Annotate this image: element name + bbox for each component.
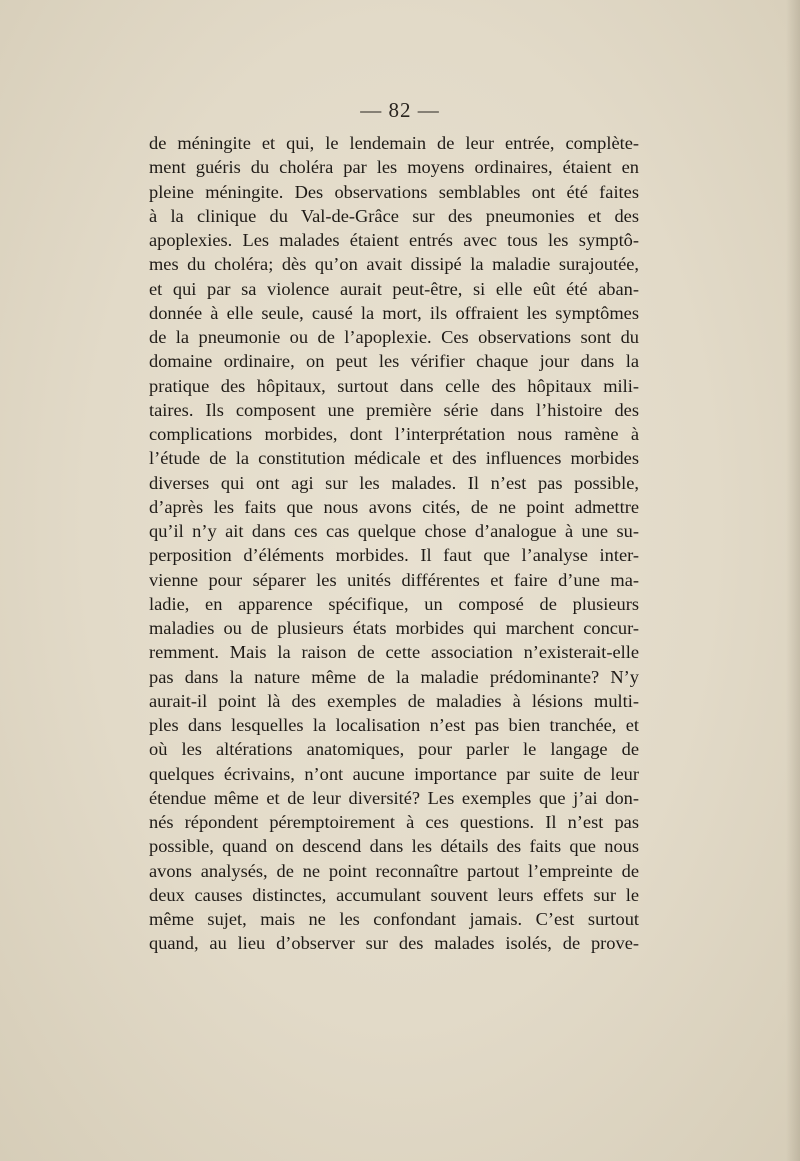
text-line: taires. Ils composent une première série dans l’histoire des — [149, 399, 639, 420]
text-line: ples dans lesquelles la localisation n’est pas bien tranchée, et — [149, 715, 639, 735]
text-line: possible, quand on descend dans les détails des faits que nous — [149, 836, 639, 857]
text-line: nés répondent péremptoirement à ces questions. Il n’est pas — [149, 812, 639, 832]
text-line: avons analysés, de ne point reconnaître partout l’empreinte de — [149, 860, 639, 881]
text-line: de la pneumonie ou de l’apoplexie. Ces observations sont du — [149, 327, 639, 347]
text-line: qu’il n’y ait dans ces cas quelque chose d’analogue à une su- — [149, 521, 639, 541]
text-line: vienne pour séparer les unités différentes et faire d’une ma- — [149, 569, 639, 590]
text-line: pleine méningite. Des observations semblables ont été faites — [149, 181, 639, 202]
page-number: — 82 — — [360, 98, 440, 122]
text-line: quelques écrivains, n’ont aucune importance par suite de leur — [149, 763, 639, 784]
text-line: l’étude de la constitution médicale et des influences morbides — [149, 448, 639, 469]
text-line: deux causes distinctes, accumulant souvent leurs effets sur le — [149, 884, 639, 905]
text-line: aurait-il point là des exemples de maladies à lésions multi- — [149, 690, 639, 711]
text-line: diverses qui ont agi sur les malades. Il n’est pas possible, — [149, 472, 639, 493]
text-line: domaine ordinaire, on peut les vérifier chaque jour dans la — [149, 351, 639, 372]
text-line: pratique des hôpitaux, surtout dans celle des hôpitaux mili- — [149, 375, 639, 396]
text-line: où les altérations anatomiques, pour parler le langage de — [149, 739, 639, 760]
text-line: et qui par sa violence aurait peut-être, si elle eût été aban- — [149, 278, 639, 299]
text-line: complications morbides, dont l’interprétation nous ramène à — [149, 424, 639, 444]
text-line: apoplexies. Les malades étaient entrés avec tous les symptô- — [149, 230, 639, 250]
text-line: perposition d’éléments morbides. Il faut que l’analyse inter- — [149, 545, 639, 566]
text-line: ladie, en apparence spécifique, un composé de plusieurs — [149, 593, 639, 614]
text-line: quand, au lieu d’observer sur des malades isolés, de prove- — [149, 933, 639, 954]
text-line: même sujet, mais ne les confondant jamais. C’est surtout — [149, 909, 639, 929]
text-line: remment. Mais la raison de cette association n’existerait-elle — [149, 642, 639, 663]
text-line: à la clinique du Val-de-Grâce sur des pneumonies et des — [149, 205, 639, 226]
page-edge-shadow — [786, 0, 800, 1161]
text-line: ment guéris du choléra par les moyens ordinaires, étaient en — [149, 157, 639, 178]
text-line: maladies ou de plusieurs états morbides qui marchent concur- — [149, 618, 639, 638]
text-line: donnée à elle seule, causé la mort, ils offraient les symptômes — [149, 302, 639, 323]
text-line: mes du choléra; dès qu’on avait dissipé la maladie surajoutée, — [149, 254, 639, 275]
body-text — [149, 131, 639, 956]
text-line: d’après les faits que nous avons cités, de ne point admettre — [149, 496, 639, 517]
text-line: pas dans la nature même de la maladie prédominante? N’y — [149, 666, 639, 687]
text-line: étendue même et de leur diversité? Les exemples que j’ai don- — [149, 787, 639, 808]
text-line: de méningite et qui, le lendemain de leur entrée, complète- — [149, 133, 639, 153]
